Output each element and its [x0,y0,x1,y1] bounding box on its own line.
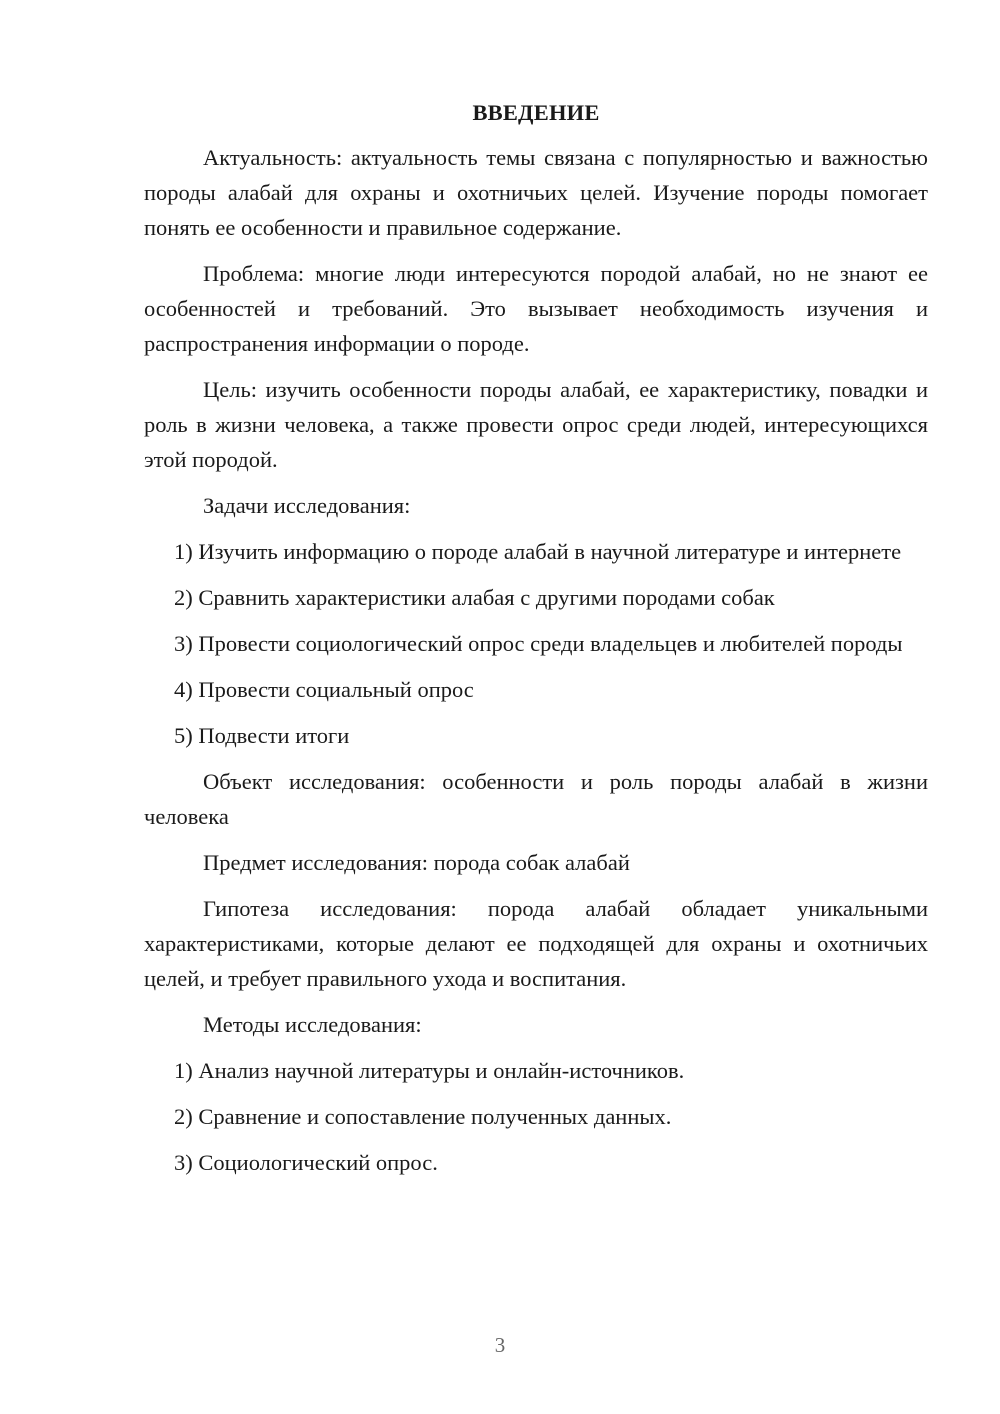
object-paragraph: Объект исследования: особенности и роль породы алабай в жизни человека [144,769,928,829]
list-item: 2) Сравнение и сопоставление полученных данных. [174,1104,672,1129]
list-item: 4) Провести социальный опрос [174,677,474,702]
methods-list [144,1053,928,1180]
subject-paragraph: Предмет исследования: порода собак алабай [203,850,630,875]
list-item: 2) Сравнить характеристики алабая с другими породами собак [174,585,775,610]
list-item: 1) Изучить информацию о породе алабай в научной литературе и интернете [174,539,902,564]
list-item: 1) Анализ научной литературы и онлайн-источников. [174,1058,685,1083]
page-title: ВВЕДЕНИЕ [472,100,600,125]
methods-heading: Методы исследования: [203,1012,422,1037]
hypothesis-paragraph: Гипотеза исследования: порода алабай обладает уникальными характеристиками, которые делают ее подходящей для охраны и охотничьих целей, и требует правильного ухода и воспитания. [144,896,928,991]
document-page [144,95,928,1191]
page-number: 3 [494,1333,506,1357]
list-item: 3) Провести социологический опрос среди владельцев и любителей породы [174,631,903,656]
problem-paragraph: Проблема: многие люди интересуются породой алабай, но не знают ее особенностей и требований. Это вызывает необходимость изучения и распространения информации о породе. [144,261,928,356]
relevance-paragraph: Актуальность: актуальность темы связана с популярностью и важностью породы алабай для охраны и охотничьих целей. Изучение породы помогает понять ее особенности и правильное содержание. [144,145,928,240]
list-item: 5) Подвести итоги [174,723,350,748]
goal-paragraph: Цель: изучить особенности породы алабай, ее характеристику, повадки и роль в жизни человека, а также провести опрос среди людей, интересующихся этой породой. [144,377,928,472]
tasks-heading: Задачи исследования: [203,493,411,518]
list-item: 3) Социологический опрос. [174,1150,438,1175]
tasks-list [144,534,928,753]
